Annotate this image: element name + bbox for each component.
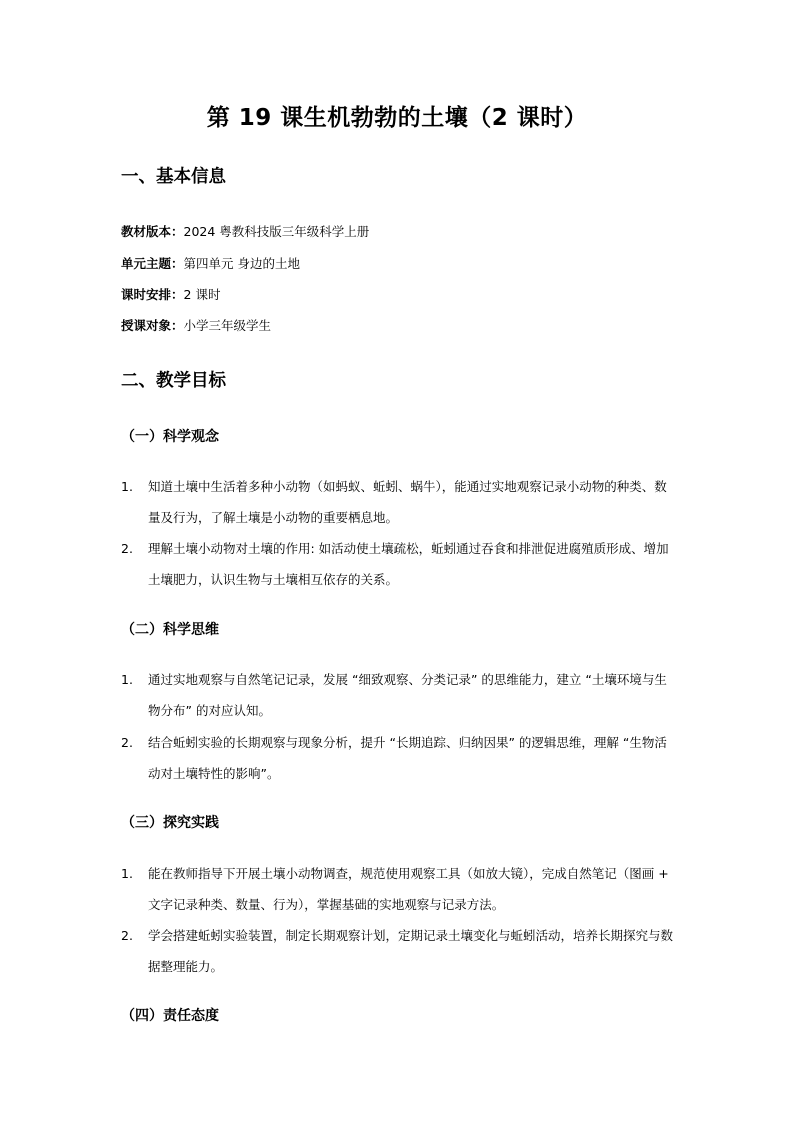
subsection-heading-science-thinking: （二）科学思维 — [121, 622, 219, 638]
list-number: 1. — [121, 479, 133, 494]
list-text: 能在教师指导下开展土壤小动物调查，规范使用观察工具（如放大镜），完成自然笔记（图画 + 文字记录种类、数量、行为），掌握基础的实地观察与记录方法。 — [148, 866, 669, 912]
list-number: 1. — [121, 672, 133, 687]
list-text: 理解土壤小动物对土壤的作用: 如活动使土壤疏松，蚯蚓通过吞食和排泄促进腐殖质形成、增加土壤肥力，认识生物与土壤相互依存的关系。 — [148, 541, 669, 587]
page-title: 第 19 课生机勃勃的土壤（2 课时） — [206, 105, 588, 131]
list-number: 2. — [121, 541, 133, 556]
list-text: 学会搭建蚯蚓实验装置，制定长期观察计划，定期记录土壤变化与蚯蚓活动，培养长期探究与数据整理能力。 — [148, 928, 674, 974]
info-row-audience — [121, 316, 271, 336]
subsection-heading-science-concepts: （一）科学观念 — [121, 429, 219, 445]
info-label: 教材版本： — [121, 224, 184, 239]
info-value: 第四单元 身边的土地 — [183, 256, 300, 271]
list-number: 1. — [121, 866, 133, 881]
info-row-textbook — [121, 222, 369, 242]
list-text: 通过实地观察与自然笔记记录，发展 “细致观察、分类记录” 的思维能力，建立 “土壤环境与生物分布” 的对应认知。 — [148, 672, 667, 718]
info-value: 小学三年级学生 — [183, 318, 272, 333]
info-value: 2 课时 — [183, 287, 221, 302]
list-number: 2. — [121, 928, 133, 943]
list-text: 结合蚯蚓实验的长期观察与现象分析，提升 “长期追踪、归纳因果” 的逻辑思维，理解 “生物活动对土壤特性的影响”。 — [148, 735, 667, 781]
info-label: 课时安排： — [121, 287, 184, 302]
list-number: 2. — [121, 735, 133, 750]
list-text: 知道土壤中生活着多种小动物（如蚂蚁、蚯蚓、蜗牛），能通过实地观察记录小动物的种类、数量及行为，了解土壤是小动物的重要栖息地。 — [148, 479, 667, 525]
info-label: 授课对象： — [121, 318, 184, 333]
subsection-heading-inquiry-practice: （三）探究实践 — [121, 815, 219, 831]
info-row-unit — [121, 254, 300, 274]
section-heading-objectives: 二、教学目标 — [121, 371, 226, 391]
subsection-heading-responsibility: （四）责任态度 — [121, 1008, 219, 1024]
info-row-schedule — [121, 285, 220, 305]
info-label: 单元主题： — [121, 256, 184, 271]
section-heading-basic-info: 一、基本信息 — [121, 167, 226, 187]
info-value: 2024 粤教科技版三年级科学上册 — [183, 224, 370, 239]
